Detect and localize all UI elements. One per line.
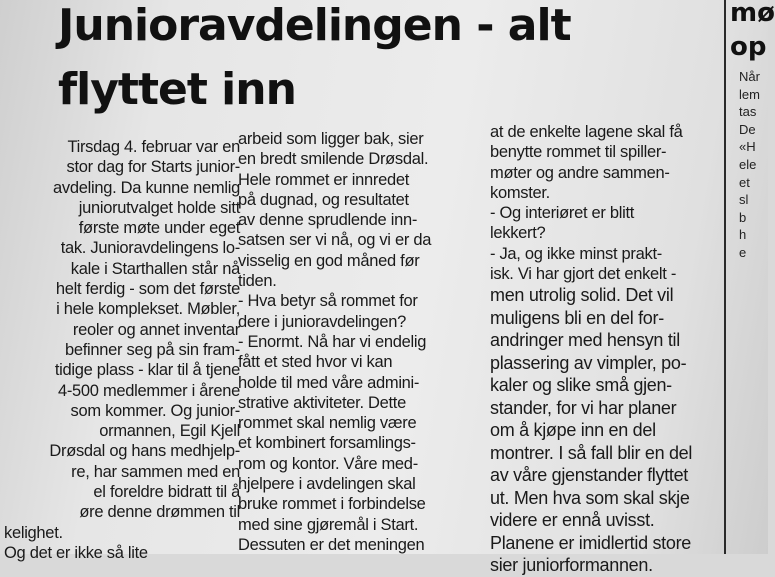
text-line: montrer. I så fall blir en del [490, 442, 693, 463]
text-line: om å kjøpe inn en del [490, 420, 656, 441]
text-line: lem [739, 86, 760, 102]
text-line: h [739, 227, 747, 243]
article-headline [58, 0, 708, 122]
text-line: men utrolig solid. Det vil [490, 285, 674, 306]
text-line: - Ja, og ikke minst prakt- [490, 244, 662, 263]
text-line: b [739, 209, 747, 225]
text-line: øre denne drømmen til [79, 503, 240, 522]
text-line: en bredt smilende Drøsdal. [238, 150, 429, 169]
text-line: på dugnad, og resultatet [238, 190, 409, 209]
text-line: bruke rommet i forbindelse [238, 495, 426, 514]
text-line: Tirsdag 4. februar var en [67, 138, 240, 156]
text-line: første møte under eget [78, 219, 240, 238]
side-article-column [739, 68, 760, 262]
text-line: hjelpere i avdelingen skal [238, 475, 416, 494]
text-line: ut. Men hva som skal skje [490, 487, 690, 508]
text-line: «H [739, 139, 756, 155]
text-line: tiden. [238, 272, 277, 291]
text-line: benytte rommet til spiller- [490, 143, 667, 162]
side-headline-line-1: mø [730, 0, 775, 28]
text-line: av denne sprudlende inn- [238, 211, 418, 230]
headline-line-1: Junioravdelingen - alt [58, 0, 571, 51]
text-line: Planene er imidlertid store [490, 532, 692, 553]
text-line: Når [739, 69, 760, 84]
text-line: dere i junioravdelingen? [238, 312, 407, 331]
text-line: lekkert? [490, 224, 546, 243]
text-line: sier juniorformannen. [490, 555, 653, 576]
text-line: strative aktiviteter. Dette [238, 393, 406, 412]
text-line: satsen ser vi nå, og vi er da [238, 231, 432, 250]
text-line: som kommer. Og junior- [70, 401, 240, 420]
text-line: re, har sammen med en [71, 462, 240, 481]
article-column-1 [4, 137, 240, 563]
side-article-headline [730, 0, 775, 64]
text-line: visselig en god måned før [238, 251, 420, 270]
text-line: rommet skal nemlig være [238, 414, 417, 433]
text-line: muligens bli en del for- [490, 307, 664, 328]
text-line: Dessuten er det meningen [238, 535, 425, 554]
article-column-3 [490, 122, 730, 577]
text-line: - Og interiøret er blitt [490, 204, 635, 223]
text-line: møter og andre sammen- [490, 163, 670, 182]
text-line: med sine gjøremål i Start. [238, 515, 419, 534]
text-line: et kombinert forsamlings- [238, 434, 416, 453]
text-line: rom og kontor. Våre med- [238, 454, 418, 473]
text-line: plassering av vimpler, po- [490, 352, 687, 373]
text-line: befinner seg på sin fram- [64, 340, 240, 359]
text-line: fått et sted hvor vi kan [238, 353, 393, 372]
text-line: isk. Vi har gjort det enkelt - [490, 265, 677, 284]
text-line: ormannen, Egil Kjell [99, 422, 240, 441]
text-line: De [739, 121, 756, 137]
text-line: holde til med våre admini- [238, 373, 420, 392]
text-line: e [739, 244, 747, 260]
text-line: Drøsdal og hans medhjelp- [49, 442, 240, 461]
text-line: ele [739, 156, 757, 172]
text-line: videre er ennå uvisst. [490, 510, 655, 531]
text-line: andringer med hensyn til [490, 330, 680, 351]
text-line: sl [739, 192, 749, 208]
text-line: kelighet. [4, 523, 63, 542]
text-line: tak. Junioravdelingens lo- [60, 239, 240, 258]
text-line: at de enkelte lagene skal få [490, 123, 683, 141]
text-line: helt ferdig - som det første [55, 280, 240, 299]
text-line: kaler og slike små gjen- [490, 375, 672, 396]
text-line: stor dag for Starts junior- [66, 158, 240, 177]
headline-line-2: flyttet inn [58, 64, 296, 115]
side-headline-line-2: op [730, 32, 767, 62]
text-line: - Enormt. Nå har vi endelig [238, 332, 427, 351]
text-line: et [739, 174, 750, 190]
column-divider [724, 0, 726, 554]
text-line: tas [739, 104, 757, 120]
text-line: stander, for vi har planer [490, 397, 677, 418]
text-line: tidige plass - klar til å tjene [54, 361, 240, 380]
text-line: reoler og annet inventar [72, 320, 240, 339]
text-line: juniorutvalget holde sitt [78, 198, 240, 217]
text-line: - Hva betyr så rommet for [238, 292, 418, 311]
text-line: av våre gjenstander flyttet [490, 465, 689, 486]
text-line: kale i Starthallen står nå [70, 259, 240, 278]
text-line: i hele komplekset. Møbler, [56, 300, 240, 319]
text-line: el foreldre bidratt til å [93, 483, 240, 502]
text-line: Hele rommet er innredet [238, 170, 410, 189]
text-line: 4-500 medlemmer i årene [57, 381, 240, 400]
text-line: Og det er ikke så lite [4, 543, 148, 562]
text-line: arbeid som ligger bak, sier [238, 130, 424, 148]
text-line: avdeling. Da kunne nemlig [53, 178, 240, 197]
text-line: komster. [490, 183, 550, 202]
article-column-2 [238, 129, 476, 555]
